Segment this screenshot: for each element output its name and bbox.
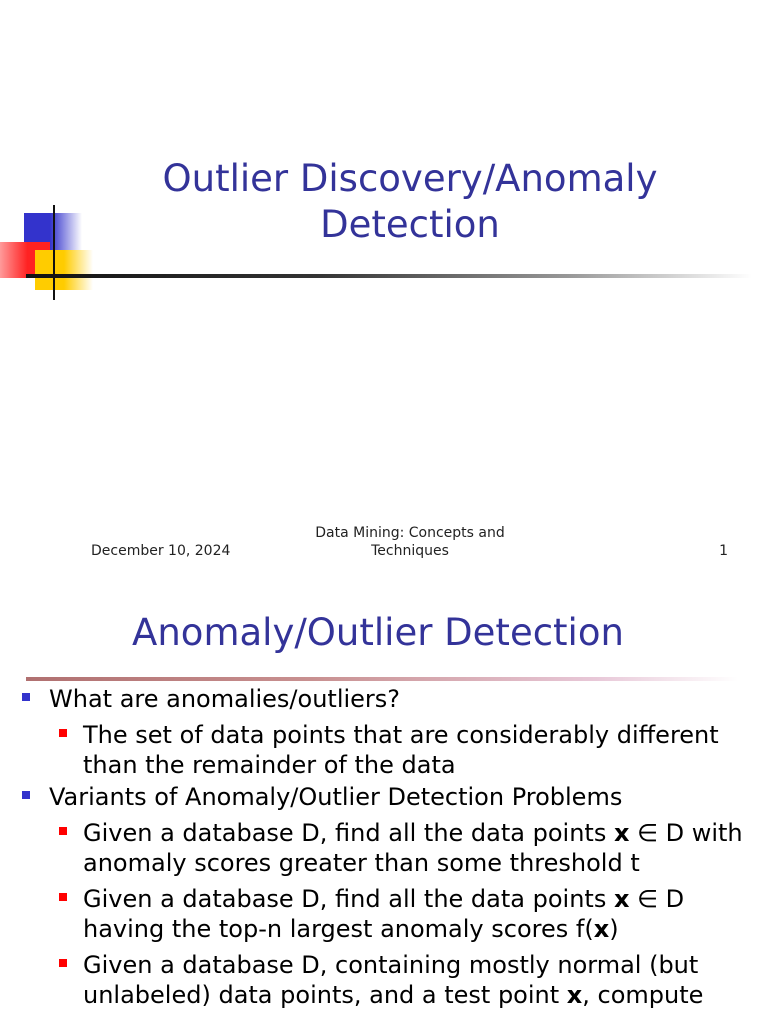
bullet-square-icon [59,893,67,901]
decor-yellow-square [35,250,93,290]
slide-1-title: Outlier Discovery/Anomaly Detection [162,157,658,246]
list-item [0,884,768,944]
list-item [0,818,768,878]
footer-page-number: 1 [719,543,728,559]
bold-x: x [566,981,583,1009]
bullet-text: What are anomalies/outliers? [49,685,401,713]
bullet-square-icon [59,827,67,835]
bullet-text: Given a database D, find all the data points [83,885,614,913]
title-rule [26,274,752,278]
bullet-square-icon [59,959,67,967]
slide-2-title: Anomaly/Outlier Detection [132,611,624,654]
footer-date: December 10, 2024 [91,543,231,559]
bold-x: x [613,885,630,913]
bold-x: x [613,819,630,847]
decor-vertical-line [53,205,55,300]
list-item [0,782,768,812]
bullet-text: ∈ D having the top-n largest anomaly scores f( [83,885,685,943]
slide-2 [0,586,768,1024]
list-item [0,684,768,714]
list-item [0,720,768,780]
bullet-text: The set of data points that are considerably different than the remainder of the data [83,721,719,779]
bullet-text: ) [609,915,619,943]
bullet-square-icon [22,791,30,799]
bullet-square-icon [22,693,30,701]
footer-course: Data Mining: Concepts and Techniques [315,525,505,559]
bullet-square-icon [59,729,67,737]
bullet-text: ∈ D with anomaly scores greater than some threshold t [83,819,743,877]
bullet-text: , compute [582,981,704,1009]
bold-x: x [593,915,610,943]
bullet-list [0,682,768,1010]
bullet-text: Variants of Anomaly/Outlier Detection Problems [49,783,623,811]
list-item [0,950,768,1010]
bullet-text: Given a database D, containing mostly normal (but unlabeled) data points, and a test point [83,951,699,1009]
title-rule-2 [26,677,738,681]
bullet-text: Given a database D, find all the data points [83,819,614,847]
